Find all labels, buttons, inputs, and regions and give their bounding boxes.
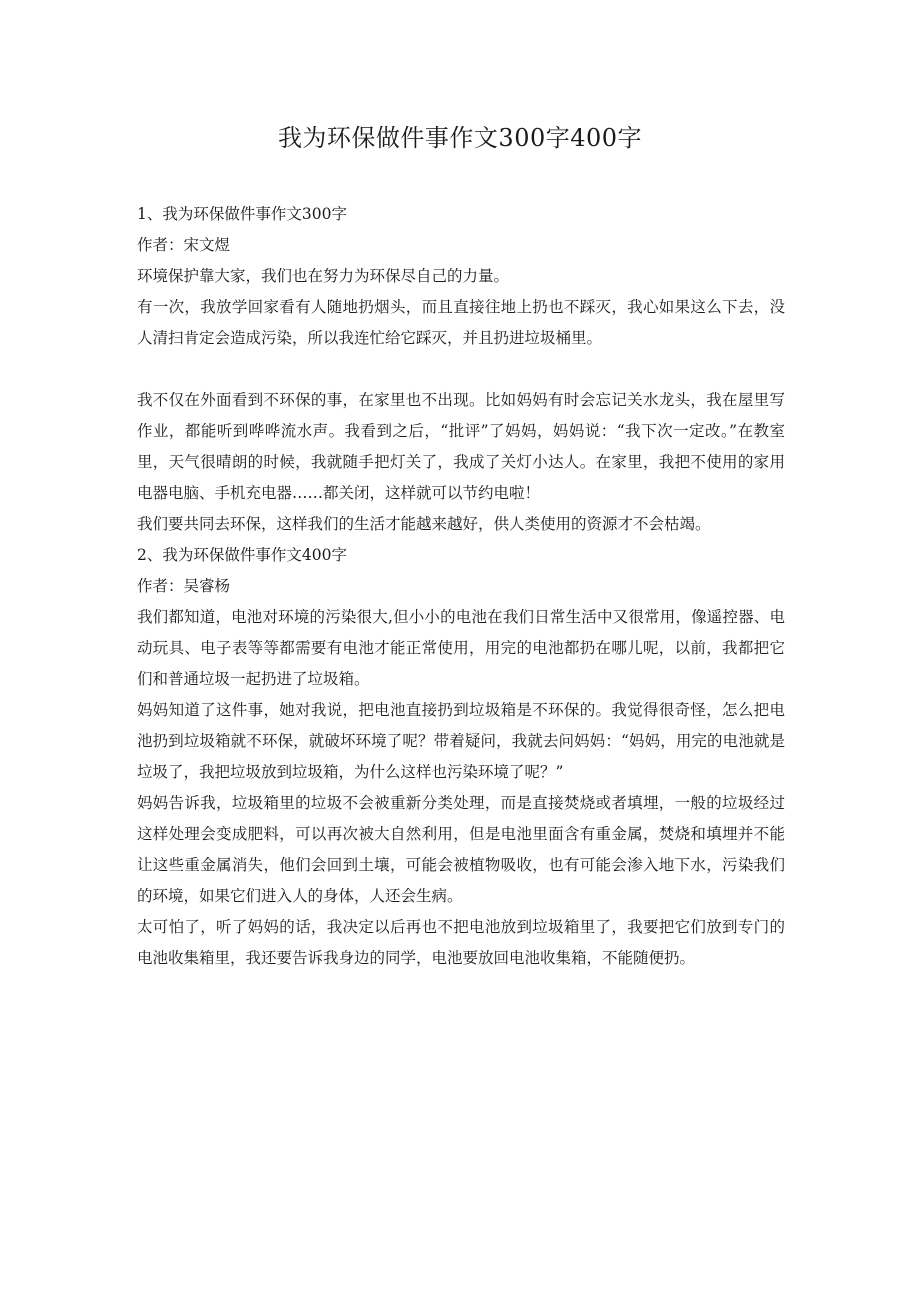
section-1-author: 作者：宋文煜 [137, 236, 231, 254]
section-2-author: 作者：吴睿杨 [137, 577, 231, 595]
paragraph: 我不仅在外面看到不环保的事，在家里也不出现。比如妈妈有时会忘记关水龙头，我在屋里写作业，都能听到哗哗流水声。我看到之后，“批评”了妈妈，妈妈说：“我下次一定改。”在教室里，天气很晴朗的时候，我就随手把灯关了，我成了关灯小达人。在家里，我把不使用的家用电器电脑、手机充电器……都关闭，这样就可以节约电啦！ [137, 391, 785, 502]
paragraph: 环境保护靠大家，我们也在努力为环保尽自己的力量。 [137, 267, 510, 285]
section-1-heading: 1、我为环保做件事作文300字 [137, 205, 347, 223]
paragraph: 妈妈知道了这件事，她对我说，把电池直接扔到垃圾箱是不环保的。我觉得很奇怪，怎么把电池扔到垃圾箱就不环保，就破坏环境了呢？带着疑问，我就去问妈妈：“妈妈，用完的电池就是垃圾了，我把垃圾放到垃圾箱，为什么这样也污染环境了呢？” [137, 701, 785, 781]
blank-line [137, 354, 785, 385]
paragraph: 有一次，我放学回家看有人随地扔烟头，而且直接往地上扔也不踩灭，我心如果这么下去，没人清扫肯定会造成污染，所以我连忙给它踩灭，并且扔进垃圾桶里。 [137, 298, 785, 347]
paragraph: 我们要共同去环保，这样我们的生活才能越来越好，供人类使用的资源才不会枯竭。 [137, 515, 711, 533]
paragraph: 太可怕了，听了妈妈的话，我决定以后再也不把电池放到垃圾箱里了，我要把它们放到专门的电池收集箱里，我还要告诉我身边的同学，电池要放回电池收集箱，不能随便扔。 [137, 918, 785, 967]
paragraph: 妈妈告诉我，垃圾箱里的垃圾不会被重新分类处理，而是直接焚烧或者填埋，一般的垃圾经过这样处理会变成肥料，可以再次被大自然利用，但是电池里面含有重金属，焚烧和填埋并不能让这些重金属消失，他们会回到土壤，可能会被植物吸收，也有可能会渗入地下水，污染我们的环境，如果它们进入人的身体，人还会生病。 [137, 794, 785, 905]
section-2-heading: 2、我为环保做件事作文400字 [137, 546, 347, 564]
document-title: 我为环保做件事作文300字400字 [277, 124, 643, 152]
paragraph: 我们都知道，电池对环境的污染很大,但小小的电池在我们日常生活中又很常用，像遥控器、电动玩具、电子表等等都需要有电池才能正常使用，用完的电池都扔在哪儿呢，以前，我都把它们和普通垃圾一起扔进了垃圾箱。 [137, 608, 785, 688]
document-body [137, 199, 785, 974]
